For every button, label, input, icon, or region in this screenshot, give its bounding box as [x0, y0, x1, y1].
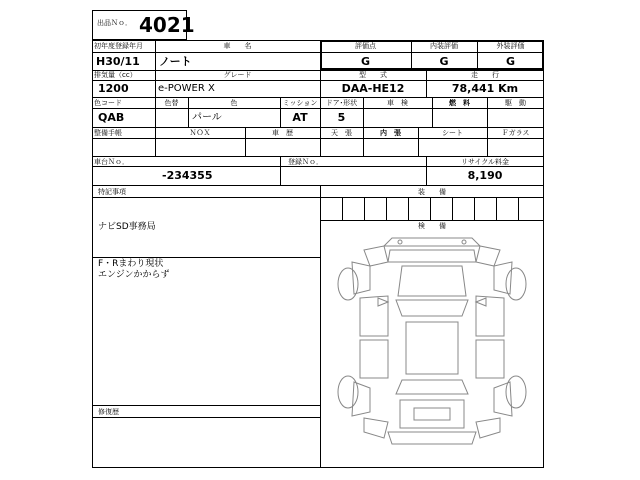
repair-header: 修復歴 — [98, 408, 119, 416]
grade-score-value: G — [360, 55, 371, 68]
rule — [408, 197, 409, 220]
note-line-2: F・Rまわり現状 — [98, 259, 164, 269]
color-label: 色 — [230, 99, 238, 107]
grade-value: e-POWER X — [158, 83, 215, 94]
rule — [364, 197, 365, 220]
rule — [92, 108, 544, 109]
rule — [430, 197, 431, 220]
rule — [496, 197, 497, 220]
grade-score-label: 評価点 — [355, 42, 376, 50]
mission-value: AT — [292, 111, 308, 124]
model-value: DAA-HE12 — [341, 82, 405, 95]
lot-number-value: 4021 — [139, 13, 195, 37]
note-line-3: エンジンかからず — [98, 270, 170, 280]
doors-label: ドア･形状 — [325, 99, 358, 107]
interior-check-label: 内 張 — [380, 129, 401, 137]
seat-label: シート — [442, 129, 463, 137]
rule — [92, 257, 320, 258]
rule — [342, 197, 343, 220]
mileage-label: 走 行 — [471, 71, 499, 79]
rule — [320, 220, 544, 221]
mileage-value: 78,441 Km — [451, 82, 519, 95]
glass-label: Ｆガラス — [501, 129, 530, 137]
rule — [92, 80, 544, 81]
exterior-label: 外装評価 — [496, 42, 525, 50]
color-value: パール — [192, 112, 222, 123]
chassis-value: -234355 — [162, 169, 213, 182]
displacement-value: 1200 — [98, 82, 129, 95]
exterior-value: G — [505, 55, 516, 68]
note-line-1: ナビSD事務局 — [98, 222, 156, 232]
color-code-label: 色コード — [94, 99, 122, 107]
history-label: 車 歴 — [272, 129, 293, 137]
rule — [92, 138, 544, 139]
inspection-header: 検 備 — [418, 222, 446, 230]
fuel-label: 燃 料 — [449, 99, 470, 107]
rule — [280, 156, 281, 185]
car-damage-diagram — [330, 232, 534, 450]
notes-header: 特記事項 — [98, 188, 126, 196]
car-name-label: 車 名 — [223, 42, 252, 50]
chassis-label: 車台Ｎｏ． — [94, 158, 129, 166]
reg-year-value: H30/11 — [96, 55, 140, 68]
lot-number-box — [92, 10, 195, 40]
equipment-header: 装 備 — [418, 188, 446, 196]
displacement-label: 排気量（cc） — [94, 71, 137, 79]
grade-label: グレード — [223, 71, 252, 79]
doors-value: 5 — [337, 111, 346, 124]
rule — [474, 197, 475, 220]
rule — [518, 197, 519, 220]
manual-label: 整備手帳 — [94, 129, 122, 137]
car-name-value: ノート — [159, 55, 192, 68]
lot-number-label: 出品Ｎｏ． — [97, 19, 132, 27]
capacity-label: 車 検 — [387, 99, 408, 107]
interior-value: G — [439, 55, 449, 68]
drive-label: 駆 動 — [505, 99, 526, 107]
model-label: 型 式 — [359, 71, 387, 79]
sunroof-label: 天 張 — [331, 129, 352, 137]
interior-label: 内装評価 — [430, 42, 458, 50]
rule — [92, 417, 320, 418]
color-family-label: 色替 — [164, 99, 179, 107]
reg-year-label: 初年度登録年月 — [94, 42, 143, 50]
recycle-label: リサイクル料金 — [460, 158, 510, 166]
rule — [452, 197, 453, 220]
rule — [92, 405, 320, 406]
mission-label: ミッション — [282, 99, 318, 107]
rule — [92, 97, 544, 98]
reg-no-label: 登録Ｎｏ． — [288, 158, 323, 166]
rule — [92, 156, 544, 157]
rule — [386, 197, 387, 220]
rule — [92, 185, 544, 186]
color-code-value: QAB — [98, 111, 125, 124]
recycle-value: 8,190 — [467, 169, 503, 182]
rule — [92, 197, 544, 198]
nox-label: ＮＯＸ — [189, 129, 211, 137]
rule — [92, 127, 544, 128]
